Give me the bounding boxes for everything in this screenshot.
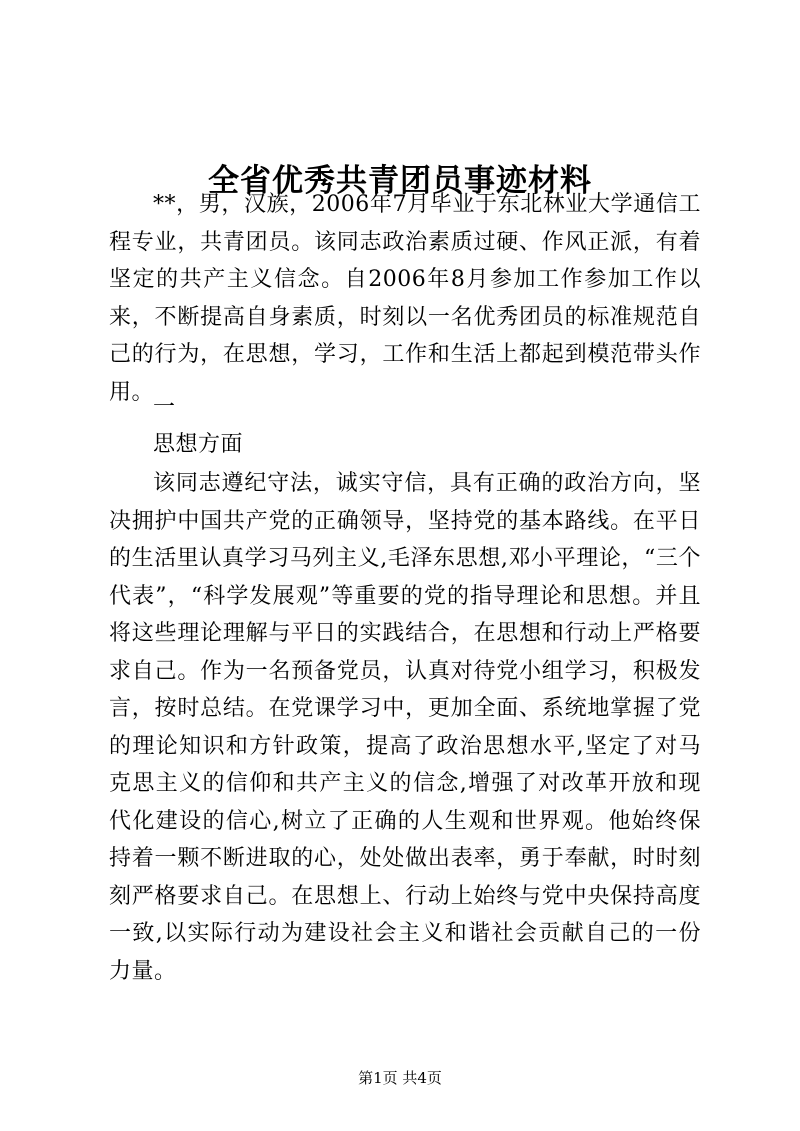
section-heading: 思想方面 (153, 432, 244, 457)
page-title: 全省优秀共青团员事迹材料 (208, 162, 592, 199)
page-footer: 第1页 共4页 (358, 1069, 442, 1087)
intro-paragraph: **，男，汉族，2006年7月毕业于东北林业大学通信工程专业，共青团员。该同志政治素质过硬、作风正派，有着坚定的共产主义信念。自2006年8月参加工作参加工作以来，不断提高自身素质，时刻以一名优秀团员的标准规范自己的行为，在思想，学习，工作和生活上都起到模范带头作用。 (109, 192, 701, 405)
section-number: 一 (153, 395, 176, 420)
section-body-paragraph: 该同志遵纪守法，诚实守信，具有正确的政治方向，坚决拥护中国共产党的正确领导，坚持党的基本路线。在平日的生活里认真学习马列主义,毛泽东思想,邓小平理论，“三个代表”，“科学发展观”等重要的党的指导理论和思想。并且将这些理论理解与平日的实践结合，在思想和行动上严格要求自己。作为一名预备党员，认真对待党小组学习，积极发言，按时总结。在党课学习中，更加全面、系统地掌握了党的理论知识和方针政策，提高了政治思想水平,坚定了对马克思主义的信仰和共产主义的信念,增强了对改革开放和现代化建设的信心,树立了正确的人生观和世界观。他始终保持着一颗不断进取的心，处处做出表率，勇于奉献，时时刻刻严格要求自己。在思想上、行动上始终与党中央保持高度一致,以实际行动为建设社会主义和谐社会贡献自己的一份力量。 (109, 471, 701, 984)
